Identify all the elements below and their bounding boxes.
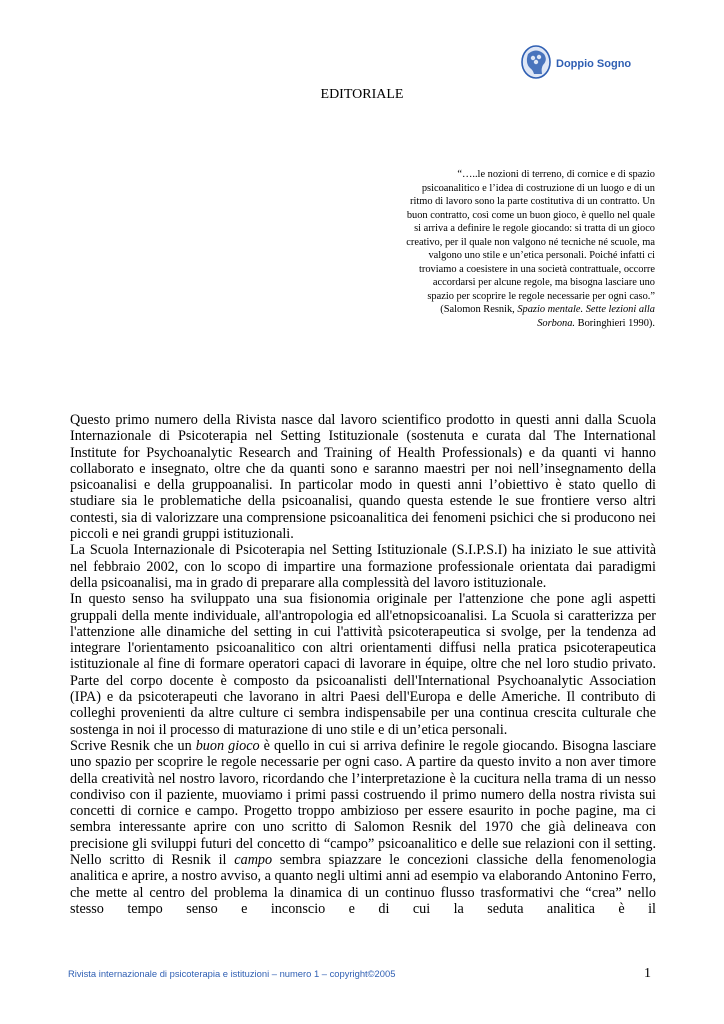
page-title: EDITORIALE <box>320 87 404 102</box>
emphasis-buon-gioco: buon gioco <box>195 737 260 754</box>
paragraph-4-text: Scrive Resnik che un <box>70 737 196 754</box>
emphasis-campo: campo <box>234 852 273 869</box>
doppio-sogno-logo <box>519 44 639 84</box>
footer-journal-line: Rivista internazionale di psicoterapia e istituzioni – numero 1 – copyright©2005 <box>68 968 396 979</box>
epigraph-citation: Boringhieri 1990). <box>575 317 655 329</box>
paragraph-1: Questo primo numero della Rivista nasce dal lavoro scientifico prodotto in questi anni dalla Scuola Internazionale di Psicoterapia nel Setting Istituzionale (sostenuta e curata dal The International Institute for Psychoanalytic Research and Training of Health Professionals) e da quanti vi hanno collaborato e insegnato, oltre che da quanti sono e saranno maestri per noi nell’insegnamento della psicoanalisi e della gruppoanalisi. In particolar modo in questi anni l’obiettivo è stato quello di studiare sia le problematiche della psicoanalisi, quando questa estende le sue frontiere verso altri contesti, sia di valorizzare una comprensione psicoanalitica dei fenomeni psichici che si producono nei piccoli e nei grandi gruppi istituzionali. <box>70 412 656 543</box>
paragraph-2: La Scuola Internazionale di Psicoterapia nel Setting Istituzionale (S.I.P.S.I) ha iniziato le sue attività nel febbraio 2002, con lo scopo di impartire una formazione professionale orientata dai paradigmi della psicoanalisi, ma in grado di preparare alla complessità del lavoro istituzionale. <box>70 542 656 591</box>
epigraph-quote <box>405 168 655 330</box>
epigraph-text: “…..le nozioni di terreno, di cornice e di spazio psicoanalitico e l’idea di costruzione di un luogo e di un ritmo di lavoro sono la parte costitutiva di un contratto. Un buon contratto, così come un buon gioco, è quello nel quale si arriva a definire le regole giocando: si tratta di un gioco creativo, per il quale non valgono né tecniche né scuole, ma valgono uno stile e un’etica personali. Poiché infatti ci troviamo a coesistere in una società contrattuale, occorre accordarsi per alcune regole, ma bisogna lasciare uno spazio per scoprire le regole necessarie per ogni caso.” (Salomon Resnik, <box>406 169 655 315</box>
head-profile-icon <box>519 44 553 84</box>
paragraph-3: In questo senso ha sviluppato una sua fisionomia originale per l'attenzione che pone agli aspetti gruppali della mente individuale, all'antropologia ed all'etnopsicoanalisi. La Scuola si caratterizza per l'attenzione alle dinamiche del setting in cui l'attività psicoterapeutica si svolge, per la tendenza ad integrare l'orientamento psicoanalitico con altri orientamenti diffusi nella pratica psicoterapeutica istituzionale al fine di formare operatori capaci di lavorare in équipe, oltre che nel loro studio privato. Parte del corpo docente è composto da psicoanalisti dell'International Psychoanalytic Association (IPA) e da psicoterapeuti che lavorano in altri Paesi dell'Europa e delle Americhe. Il contributo di colleghi provenienti da altre culture ci sembra indispensabile per una continua crescita culturale che sostenga in noi il processo di maturazione di uno stile e di un’etica personali. <box>70 591 656 738</box>
page-number: 1 <box>644 966 651 981</box>
paragraph-4 <box>70 738 656 917</box>
paragraph-4-text: sembra spiazzare le concezioni classiche della fenomenologia analitica e aprire, a nostro avviso, a quanto negli ultimi anni ad esempio va elaborando Antonino Ferro, che mette al centro del problema la dinamica di un continuo flusso trasformativi che “crea” nello stesso tempo senso e inconscio e di cui la seduta analitica è il <box>70 852 656 917</box>
editorial-body <box>70 412 656 917</box>
paragraph-4-text: è quello in cui si arriva definire le regole giocando. Bisogna lasciare uno spazio per scoprire le regole necessarie per ogni caso. A partire da questo invito a non aver timore della creatività nel nostro lavoro, ricordando che l’interpretazione è la cucitura nella trama di un nesso condiviso con il paziente, muoviamo i primi passi costruendo il primo numero della nostra rivista sui concetti di cornice e campo. Progetto troppo ambizioso per essere esaurito in poche pagine, ma ci sembra interessante aprire con uno scritto di Salomon Resnik del 1970 che già delineava con precisione gli sviluppi futuri del concetto di “campo” psicoanalitico e delle sue relazioni con il setting. Nello scritto di Resnik il <box>70 737 656 869</box>
epigraph-book-title: Spazio mentale. Sette lezioni alla Sorbona. <box>517 304 655 329</box>
logo-text: Doppio Sogno <box>556 58 632 70</box>
